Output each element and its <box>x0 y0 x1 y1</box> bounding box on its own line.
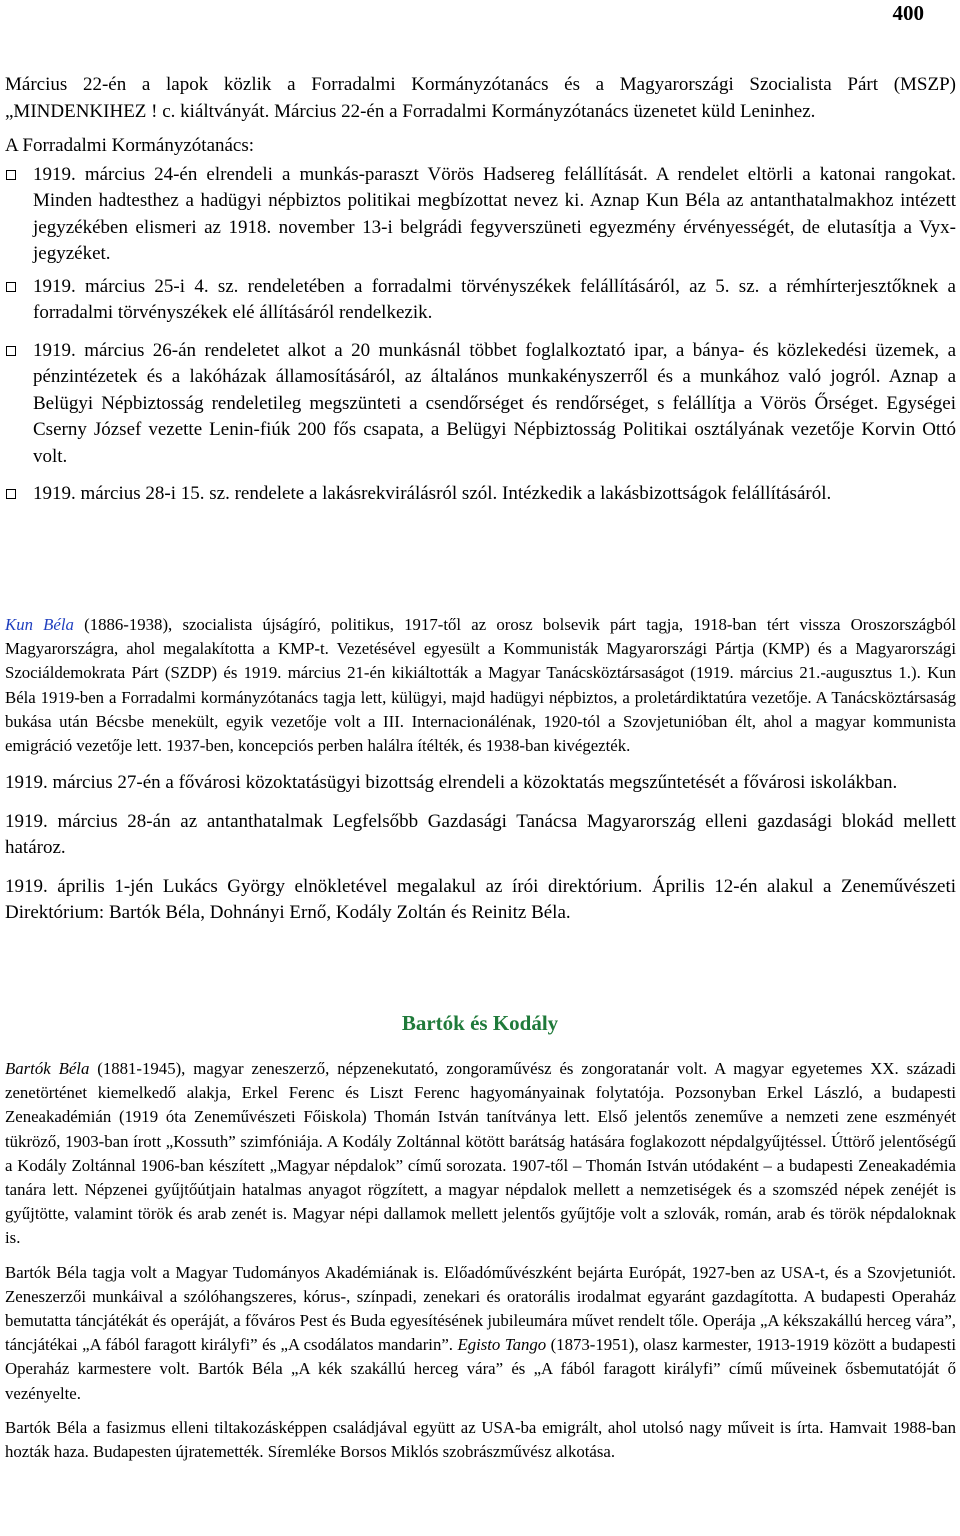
history-section <box>5 613 956 927</box>
event-paragraph: 1919. április 1-jén Lukács György elnökletével megalakul az írói direktórium. Április 12-én alakul a Zeneművészeti Direktórium: Bartók Béla, Dohnányi Ernő, Kodály Zoltán és Reinitz Béla. <box>5 875 956 924</box>
event-paragraph: 1919. március 27-én a fővárosi közoktatásügyi bizottság elrendeli a közoktatás megszűntetését a fővárosi iskolákban. <box>5 772 898 794</box>
bullet-item: 1919. március 25-i 4. sz. rendeletében a forradalmi törvényszékek felállításáról, az 5. sz. a rémhírterjesztőknek a forradalmi törvényszékek elé állításáról rendelkezik. <box>5 274 956 327</box>
bartok-section <box>5 1057 956 1464</box>
checkbox-bullet-icon <box>6 170 16 180</box>
event-paragraph: 1919. március 28-án az antanthatalmak Legfelsőbb Gazdasági Tanácsa Magyarország elleni gazdasági blokád mellett határoz. <box>5 810 956 859</box>
bullet-item: 1919. március 26-án rendeletet alkot a 20 munkásnál többet foglalkoztató ipar, a bánya- és közlekedési üzemek, a pénzintézetek és a lakóházak államosításáról, az általános munkakényszerről és a munkához való jogról. Aznap a Belügyi Népbiztosság rendeletileg megszünteti a csendőrséget és rendőrséget, s felállítja a Vörös Őrséget. Egységei Cserny József vezette Lenin-fiúk 200 fős csapata, a Belügyi Népbiztosság Politikai osztályának vezetője Korvin Ottó volt. <box>5 338 956 471</box>
intro-paragraph: Március 22-én a lapok közlik a Forradalmi Kormányzótanács és a Magyarországi Szocialista Párt (MSZP) „MINDENKIHEZ ! c. kiáltványát. Március 22-én a Forradalmi Kormányzótanács üzenetet küld Leninhez. <box>5 74 956 122</box>
bartok-paragraph: Bartók Béla tagja volt a Magyar Tudományos Akadémiának is. Előadóművészként bejárta Európát, 1927-ben az USA-t, és a Szovjetuniót. Zeneszerzői munkáival a szólóhangszeres, kórus-, színpadi, zenekari és oratorális irodalmat egyaránt gazdagította. A budapesti Operaház bemutatta táncjátékát és operáját, a főváros Pest és Buda egyesítésének jubileumára művet rendelt tőle. Operája „A kékszakállú herceg vára”, táncjátékai „A fából faragott királyfi” és „A csodálatos mandarin”. Egisto Tango (1873-1951), olasz karmester, 1913-1919 között a budapesti Operaház karmestere volt. Bartók Béla „A kék szakállú herceg vára” és „A fából faragott királyfi” című műveinek ősbemutatóját ő vezényelte. <box>5 1262 956 1403</box>
checkbox-bullet-icon <box>6 489 16 499</box>
bartok-name: Bartók Béla <box>5 1059 90 1078</box>
section-heading: Bartók és Kodály <box>401 1011 559 1035</box>
checkbox-bullet-icon <box>6 282 16 292</box>
bullet-item: 1919. március 24-én elrendeli a munkás-paraszt Vörös Hadsereg felállítását. A rendelet eltörli a katonai rangokat. Minden hadtesthez a hadügyi népbiztos politikai megbízottat nevez ki. Aznap Kun Béla az antanthatalmakhoz intézett jegyzékében elismeri az 1918. november 13-i belgrádi fegyverszüneti egyezmény érvényességét, de elutasítja a Vyx-jegyzéket. <box>5 162 956 268</box>
egisto-tango-name: Egisto Tango <box>457 1335 547 1355</box>
council-heading: A Forradalmi Kormányzótanács: <box>5 135 255 156</box>
checkbox-bullet-icon <box>6 346 16 356</box>
intro-section <box>5 72 956 508</box>
kun-bela-paragraph: Kun Béla (1886-1938), szocialista újságíró, politikus, 1917-től az orosz bolsevik párt tagja, 1918-ban tért vissza Oroszországból Magyarországra, ahol megalakította a KMP-t. Vezetésével egyesült a Kommunisták Magyarországi Pártja (KMP) és a Magyarországi Szociáldemokrata Párt (SZDP) és 1919. március 21-én kikiáltották a Magyar Tanácsköztársaságot (1919. március 21.-augusztus 1.). Kun Béla 1919-ben a Forradalmi kormányzótanács tagja lett, külügyi, majd hadügyi népbiztos, a proletárdiktatúra vezetője. A Tanácsköztársaság bukása után Bécsbe menekült, egyik vezetője volt a III. Internacionálénak, 1920-tól a Szovjetunióban élt, ahol a magyar kommunista emigráció vezetője lett. 1937-ben, koncepciós perben halálra ítélték, és 1938-ban kivégezték. <box>5 615 956 756</box>
bullet-item: 1919. március 28-i 15. sz. rendelete a lakásrekvirálásról szól. Intézkedik a lakásbizottságok felállításáról. <box>5 481 956 508</box>
bartok-paragraph: Bartók Béla (1881-1945), magyar zeneszerző, népzenekutató, zongoraművész és zongoratanár volt. A magyar egyetemes XX. századi zenetörténet kiemelkedő alakja, Erkel Ferenc és Liszt Ferenc hagyományainak folytatója. Pozsonyban Erkel László, a budapesti Zeneakadémián (1919 óta Zeneművészeti Főiskola) Thomán István tanítványa lett. Első jelentős zeneműve a nemzeti zene eszményét tükröző, 1903-ban írott „Kossuth” szimfóniája. A Kodály Zoltánnal kötött barátság hatására foglakozott népdalgyűjtéssel. Úttörő jelentőségű a Kodály Zoltánnal 1906-ban készített „Magyar népdalok” című sorozata. 1907-től – Thomán István utódaként – a budapesti Zeneakadémia tanára lett. Népzenei gyűjtőútjain hatalmas anyagot rögzített, a magyar népdalok mellett a nemzetiségek és a szomszéd népek zenéjét is gyűjtötte, valamint török és arab zenét is. Magyar népi dallamok mellett jelentős gyűjtője volt a szlovák, román, arab és török népdaloknak is. <box>5 1059 956 1248</box>
kun-bela-name: Kun Béla <box>5 615 74 634</box>
bartok-paragraph: Bartók Béla a fasizmus elleni tiltakozásképpen családjával együtt az USA-ba emigrált, ahol utolsó nagy műveit is írta. Hamvait 1988-ban hozták haza. Budapesten újratemették. Síremléke Borsos Miklós szobrászművész alkotása. <box>5 1417 956 1462</box>
page-number: 400 <box>892 1 924 25</box>
